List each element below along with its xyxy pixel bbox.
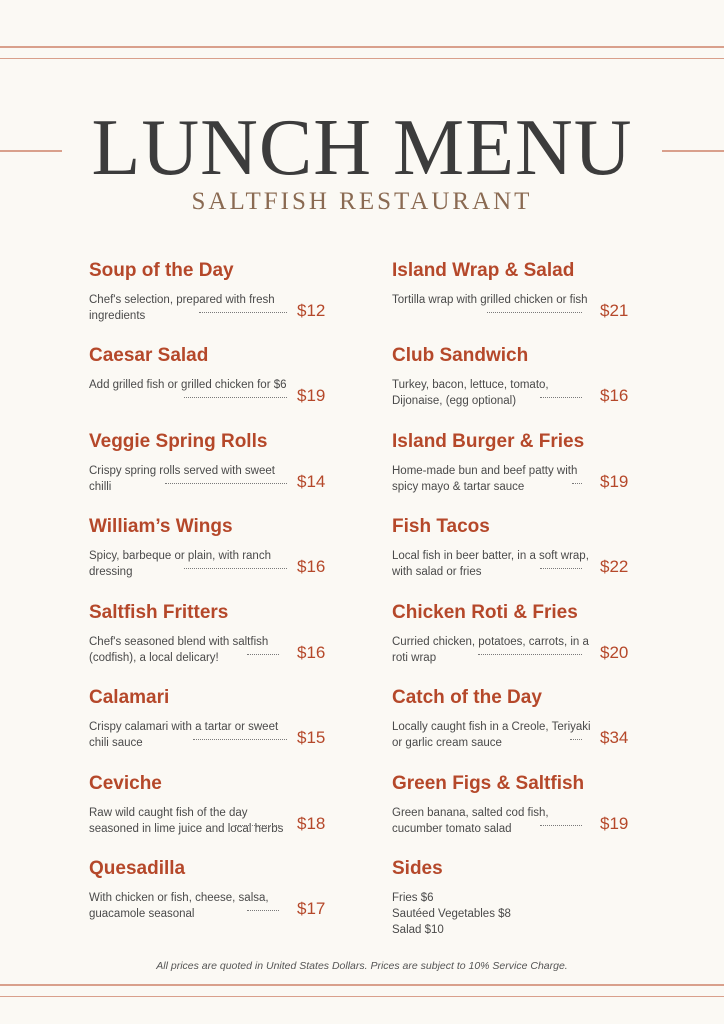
top-rule-2 bbox=[0, 58, 724, 59]
dot-leader bbox=[199, 312, 287, 313]
side-item: Sautéed Vegetables $8 bbox=[392, 908, 511, 920]
dot-leader bbox=[247, 654, 279, 655]
dot-leader bbox=[487, 312, 582, 313]
side-item: Fries $6 bbox=[392, 892, 434, 904]
sides-title: Sides bbox=[392, 858, 443, 879]
item-name: Veggie Spring Rolls bbox=[89, 431, 268, 452]
item-price: $19 bbox=[600, 814, 629, 833]
item-price: $21 bbox=[600, 301, 629, 320]
dot-leader bbox=[540, 568, 582, 569]
item-price: $22 bbox=[600, 557, 629, 576]
menu-item bbox=[89, 858, 339, 920]
item-description: With chicken or fish, cheese, salsa, guacamole seasonal bbox=[89, 892, 269, 920]
item-description: Green banana, salted cod fish, cucumber tomato salad bbox=[392, 807, 549, 835]
menu-item bbox=[392, 773, 642, 835]
bottom-rule-1 bbox=[0, 984, 724, 986]
menu-item bbox=[89, 345, 339, 405]
item-description: Local fish in beer batter, in a soft wrap, with salad or fries bbox=[392, 550, 589, 578]
item-name: Island Burger & Fries bbox=[392, 431, 585, 452]
side-item: Salad $10 bbox=[392, 924, 444, 936]
menu-item bbox=[89, 687, 339, 749]
menu-item bbox=[392, 431, 642, 493]
top-rule-1 bbox=[0, 46, 724, 48]
dot-leader bbox=[540, 397, 582, 398]
item-description: Turkey, bacon, lettuce, tomato, Dijonaise, (egg optional) bbox=[392, 379, 549, 407]
item-description: Locally caught fish in a Creole, Teriyaki or garlic cream sauce bbox=[392, 721, 591, 749]
dot-leader bbox=[193, 739, 287, 740]
menu-item bbox=[392, 687, 642, 749]
dot-leader bbox=[184, 397, 287, 398]
item-description: Crispy spring rolls served with sweet chilli bbox=[89, 465, 275, 493]
item-description: Chef's selection, prepared with fresh ingredients bbox=[89, 294, 275, 322]
item-price: $19 bbox=[297, 386, 326, 405]
item-description: Add grilled fish or grilled chicken for $6 bbox=[89, 379, 287, 391]
dot-leader bbox=[572, 483, 582, 484]
item-name: Calamari bbox=[89, 687, 170, 708]
item-description: Raw wild caught fish of the day seasoned in lime juice and local herbs bbox=[89, 807, 284, 835]
item-price: $16 bbox=[600, 386, 629, 405]
item-description: Tortilla wrap with grilled chicken or fish bbox=[392, 294, 588, 306]
dot-leader bbox=[247, 910, 279, 911]
dot-leader bbox=[165, 483, 287, 484]
item-description: Chef's seasoned blend with saltfish (codfish), a local delicary! bbox=[89, 636, 269, 664]
menu-item bbox=[392, 345, 642, 407]
item-price: $16 bbox=[297, 643, 326, 662]
item-name: Fish Tacos bbox=[392, 516, 490, 537]
item-price: $12 bbox=[297, 301, 326, 320]
item-price: $15 bbox=[297, 728, 326, 747]
menu-item bbox=[89, 516, 339, 578]
dot-leader bbox=[540, 825, 582, 826]
item-name: Saltfish Fritters bbox=[89, 602, 229, 623]
price-disclaimer: All prices are quoted in United States Dollars. Prices are subject to 10% Service Charge. bbox=[156, 960, 568, 972]
item-name: Ceviche bbox=[89, 773, 162, 794]
bottom-rule-2 bbox=[0, 996, 724, 997]
item-description: Curried chicken, potatoes, carrots, in a roti wrap bbox=[392, 636, 589, 664]
item-name: William’s Wings bbox=[89, 516, 233, 537]
item-price: $34 bbox=[600, 728, 629, 747]
item-name: Caesar Salad bbox=[89, 345, 209, 366]
sides-section bbox=[392, 858, 642, 936]
menu-item bbox=[392, 602, 642, 664]
dot-leader bbox=[570, 739, 582, 740]
item-price: $19 bbox=[600, 472, 629, 491]
item-name: Quesadilla bbox=[89, 858, 186, 879]
menu-title: LUNCH MENU bbox=[91, 104, 633, 192]
menu-item bbox=[89, 260, 339, 322]
item-description: Spicy, barbeque or plain, with ranch dressing bbox=[89, 550, 271, 578]
item-price: $14 bbox=[297, 472, 326, 491]
menu-item bbox=[89, 602, 339, 664]
item-name: Club Sandwich bbox=[392, 345, 529, 366]
item-price: $17 bbox=[297, 899, 326, 918]
item-name: Island Wrap & Salad bbox=[392, 260, 575, 281]
menu-item bbox=[392, 260, 642, 320]
item-description: Crispy calamari with a tartar or sweet chili sauce bbox=[89, 721, 279, 749]
restaurant-name: SALTFISH RESTAURANT bbox=[191, 188, 533, 215]
item-price: $20 bbox=[600, 643, 629, 662]
item-name: Soup of the Day bbox=[89, 260, 234, 281]
dot-leader bbox=[184, 568, 287, 569]
dot-leader bbox=[235, 825, 279, 826]
sides-list bbox=[392, 890, 511, 938]
dot-leader bbox=[478, 654, 582, 655]
item-name: Chicken Roti & Fries bbox=[392, 602, 578, 623]
item-name: Green Figs & Saltfish bbox=[392, 773, 585, 794]
item-price: $18 bbox=[297, 814, 326, 833]
menu-item bbox=[89, 431, 339, 493]
menu-item bbox=[89, 773, 339, 835]
menu-item bbox=[392, 516, 642, 578]
item-description: Home-made bun and beef patty with spicy mayo & tartar sauce bbox=[392, 465, 578, 493]
item-price: $16 bbox=[297, 557, 326, 576]
item-name: Catch of the Day bbox=[392, 687, 542, 708]
